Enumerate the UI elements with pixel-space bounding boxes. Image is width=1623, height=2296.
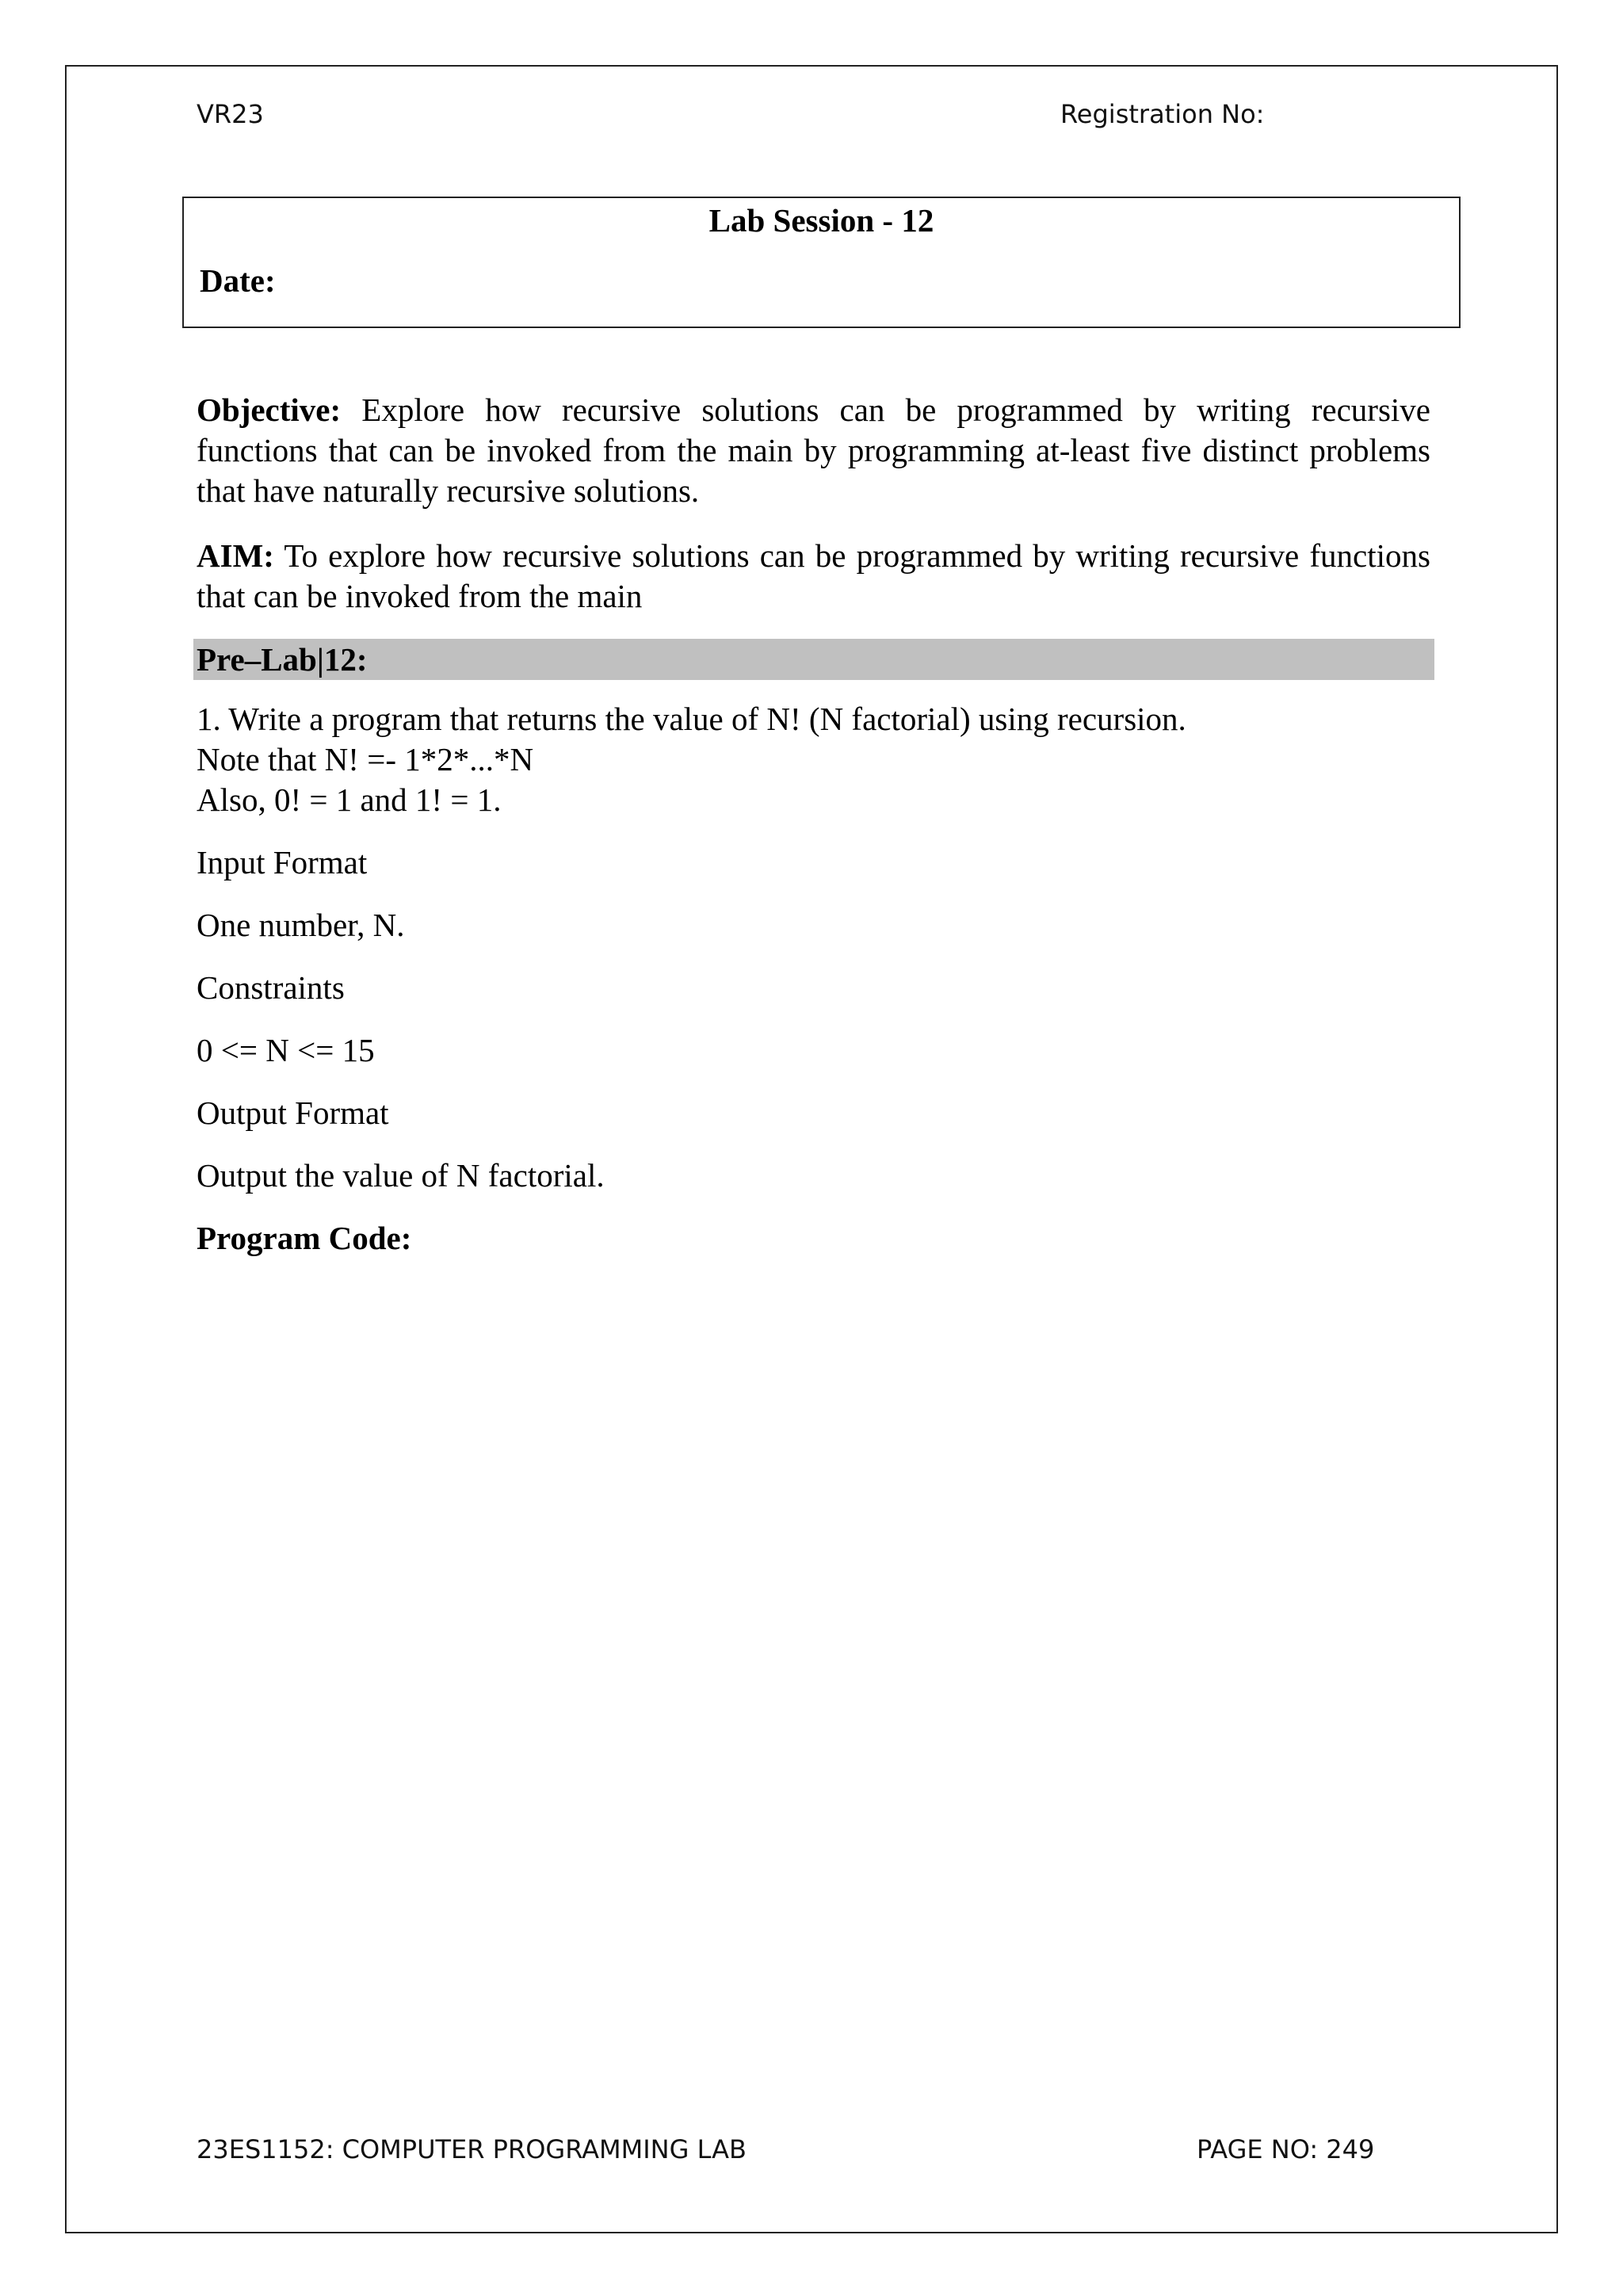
output-format-text: Output the value of N factorial.: [197, 1157, 605, 1194]
problem-base-cases: Also, 0! = 1 and 1! = 1.: [197, 781, 502, 818]
footer-course-title: 23ES1152: COMPUTER PROGRAMMING LAB: [197, 2134, 747, 2164]
problem-statement: 1. Write a program that returns the value of N! (N factorial) using recursion.: [197, 701, 1186, 737]
output-format-label: Output Format: [197, 1095, 389, 1131]
session-box: [182, 197, 1461, 328]
header-course-code: VR23: [197, 99, 264, 129]
header-registration-label: Registration No:: [1060, 99, 1265, 129]
constraints-text: 0 <= N <= 15: [197, 1032, 375, 1068]
input-format-label: Input Format: [197, 844, 368, 881]
aim-label: AIM:: [197, 537, 274, 574]
input-format-text: One number, N.: [197, 907, 405, 943]
session-title: Lab Session - 12: [708, 202, 934, 239]
aim-text: To explore how recursive solutions can be programmed by writing recursive functions that can be invoked from the main: [197, 537, 1430, 614]
problem-note: Note that N! =- 1*2*...*N: [197, 741, 534, 777]
footer-page-number: PAGE NO: 249: [1197, 2134, 1375, 2164]
constraints-label: Constraints: [197, 969, 345, 1006]
objective-label: Objective:: [197, 392, 342, 428]
prelab-heading: Pre–Lab|12:: [193, 639, 1434, 680]
objective-section: [197, 390, 1430, 511]
program-code-label: Program Code:: [197, 1220, 412, 1256]
objective-text: Explore how recursive solutions can be programmed by writing recursive functions that can be invoked from the main by programming at-least five distinct problems that have naturally recursive solutions.: [197, 392, 1430, 509]
aim-section: [197, 536, 1430, 617]
date-label: Date:: [200, 262, 276, 299]
